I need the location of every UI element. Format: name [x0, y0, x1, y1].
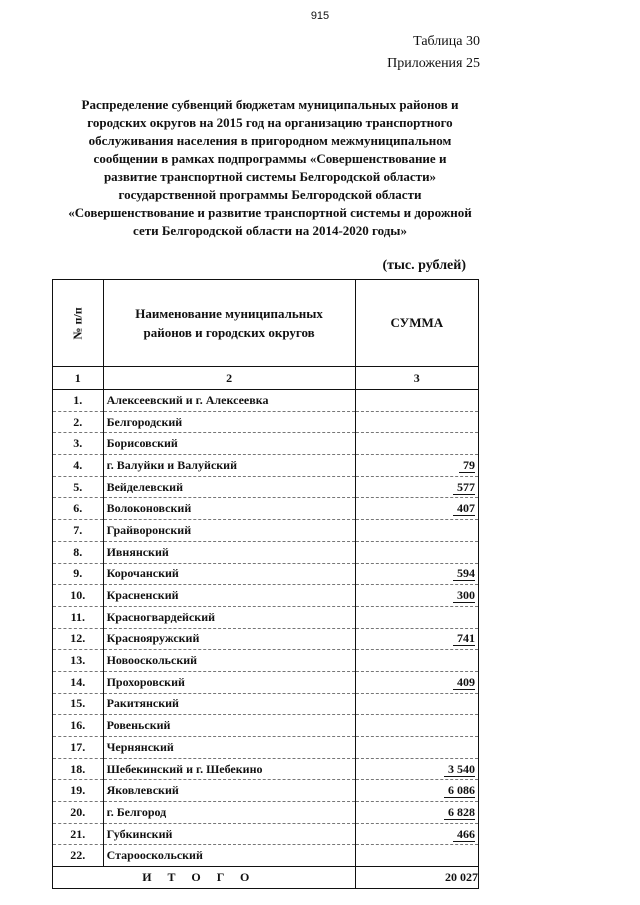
row-number: 2. — [53, 411, 104, 433]
table-row — [53, 411, 479, 433]
row-sum-cell — [355, 520, 478, 542]
row-name: Волоконовский — [103, 498, 355, 520]
row-number: 19. — [53, 780, 104, 802]
row-name: Шебекинский и г. Шебекино — [103, 758, 355, 780]
table-row — [53, 780, 479, 802]
row-number: 22. — [53, 845, 104, 867]
table-row — [53, 802, 479, 824]
row-number: 16. — [53, 715, 104, 737]
page-number: 915 — [310, 10, 330, 22]
row-sum: 79 — [459, 458, 475, 473]
row-sum: 6 086 — [444, 783, 475, 798]
row-sum: 577 — [453, 480, 475, 495]
row-sum-cell — [355, 758, 478, 780]
row-name: Борисовский — [103, 433, 355, 455]
row-sum-cell — [355, 715, 478, 737]
table-row — [53, 433, 479, 455]
row-name: Ивнянский — [103, 541, 355, 563]
row-number: 13. — [53, 650, 104, 672]
header-sum: СУММА — [355, 280, 478, 367]
row-number: 20. — [53, 802, 104, 824]
title-line: сообщении в рамках подпрограммы «Совершенствование и — [93, 151, 447, 166]
units-label: (тыс. рублей) — [382, 258, 466, 273]
header-number-label: № п/п — [70, 306, 85, 340]
table-row — [53, 737, 479, 759]
table-row — [53, 823, 479, 845]
row-name: Прохоровский — [103, 671, 355, 693]
table-row — [53, 628, 479, 650]
row-sum-cell — [355, 671, 478, 693]
table-row — [53, 520, 479, 542]
table-row — [53, 845, 479, 867]
row-number: 14. — [53, 671, 104, 693]
row-name: Ракитянский — [103, 693, 355, 715]
row-sum-cell — [355, 802, 478, 824]
table-row — [53, 606, 479, 628]
row-sum-cell — [355, 390, 478, 412]
subsidy-table — [52, 279, 479, 889]
row-sum: 741 — [453, 631, 475, 646]
row-sum-cell — [355, 628, 478, 650]
row-name: Краснояружский — [103, 628, 355, 650]
row-name: Яковлевский — [103, 780, 355, 802]
row-name: Чернянский — [103, 737, 355, 759]
row-number: 5. — [53, 476, 104, 498]
row-sum-cell — [355, 585, 478, 607]
column-number-row — [53, 367, 479, 390]
title-line: государственной программы Белгородской области — [118, 187, 422, 202]
total-label: ИТОГО — [53, 867, 356, 889]
row-sum-cell — [355, 650, 478, 672]
table-label: Таблица 30 — [413, 34, 480, 49]
table-row — [53, 476, 479, 498]
row-number: 12. — [53, 628, 104, 650]
title-line: Распределение субвенций бюджетам муниципальных районов и — [81, 97, 459, 112]
row-number: 11. — [53, 606, 104, 628]
column-number: 3 — [355, 367, 478, 390]
table-row — [53, 498, 479, 520]
table-row — [53, 541, 479, 563]
row-number: 7. — [53, 520, 104, 542]
row-name: Старооскольский — [103, 845, 355, 867]
table-row — [53, 585, 479, 607]
row-name: Новооскольский — [103, 650, 355, 672]
row-sum: 594 — [453, 566, 475, 581]
row-number: 15. — [53, 693, 104, 715]
column-number: 2 — [103, 367, 355, 390]
table-row — [53, 563, 479, 585]
header-name — [103, 280, 355, 367]
row-sum: 409 — [453, 675, 475, 690]
row-number: 4. — [53, 455, 104, 477]
table-row — [53, 650, 479, 672]
table-row — [53, 715, 479, 737]
row-name: Красненский — [103, 585, 355, 607]
row-sum-cell — [355, 563, 478, 585]
total-row — [53, 867, 479, 889]
row-sum: 6 828 — [444, 805, 475, 820]
table-row — [53, 693, 479, 715]
row-sum-cell — [355, 541, 478, 563]
row-name: Вейделевский — [103, 476, 355, 498]
row-sum-cell — [355, 476, 478, 498]
row-sum-cell — [355, 433, 478, 455]
row-sum-cell — [355, 737, 478, 759]
row-number: 6. — [53, 498, 104, 520]
row-sum: 300 — [453, 588, 475, 603]
table-row — [53, 671, 479, 693]
column-number: 1 — [53, 367, 104, 390]
row-number: 18. — [53, 758, 104, 780]
row-sum: 407 — [453, 501, 475, 516]
row-sum-cell — [355, 606, 478, 628]
row-number: 3. — [53, 433, 104, 455]
header-name-line: районов и городских округов — [143, 325, 315, 340]
row-sum-cell — [355, 823, 478, 845]
row-number: 10. — [53, 585, 104, 607]
table-header-row — [53, 280, 479, 367]
appendix-label: Приложения 25 — [387, 56, 480, 71]
row-sum: 3 540 — [444, 762, 475, 777]
row-sum-cell — [355, 845, 478, 867]
row-name: Алексеевский и г. Алексеевка — [103, 390, 355, 412]
table-row — [53, 390, 479, 412]
row-sum-cell — [355, 455, 478, 477]
row-name: Ровеньский — [103, 715, 355, 737]
title-line: обслуживания населения в пригородном межмуниципальном — [88, 133, 452, 148]
row-sum-cell — [355, 498, 478, 520]
row-name: г. Валуйки и Валуйский — [103, 455, 355, 477]
row-name: Грайворонский — [103, 520, 355, 542]
row-number: 17. — [53, 737, 104, 759]
row-name: Губкинский — [103, 823, 355, 845]
row-sum: 466 — [453, 827, 475, 842]
row-name: Белгородский — [103, 411, 355, 433]
title-line: городских округов на 2015 год на организацию транспортного — [87, 115, 453, 130]
row-sum-cell — [355, 411, 478, 433]
row-number: 8. — [53, 541, 104, 563]
row-name: Корочанский — [103, 563, 355, 585]
title-line: сети Белгородской области на 2014-2020 годы» — [133, 223, 407, 238]
header-number — [53, 280, 104, 367]
title-line: «Совершенствование и развитие транспортной системы и дорожной — [68, 205, 472, 220]
row-sum-cell — [355, 693, 478, 715]
document-title — [55, 96, 485, 240]
row-number: 21. — [53, 823, 104, 845]
title-line: развитие транспортной системы Белгородской области» — [103, 169, 437, 184]
total-sum: 20 027 — [355, 867, 478, 889]
row-number: 1. — [53, 390, 104, 412]
header-name-line: Наименование муниципальных — [135, 306, 323, 321]
table-row — [53, 758, 479, 780]
row-name: Красногвардейский — [103, 606, 355, 628]
row-name: г. Белгород — [103, 802, 355, 824]
table-row — [53, 455, 479, 477]
row-sum-cell — [355, 780, 478, 802]
row-number: 9. — [53, 563, 104, 585]
